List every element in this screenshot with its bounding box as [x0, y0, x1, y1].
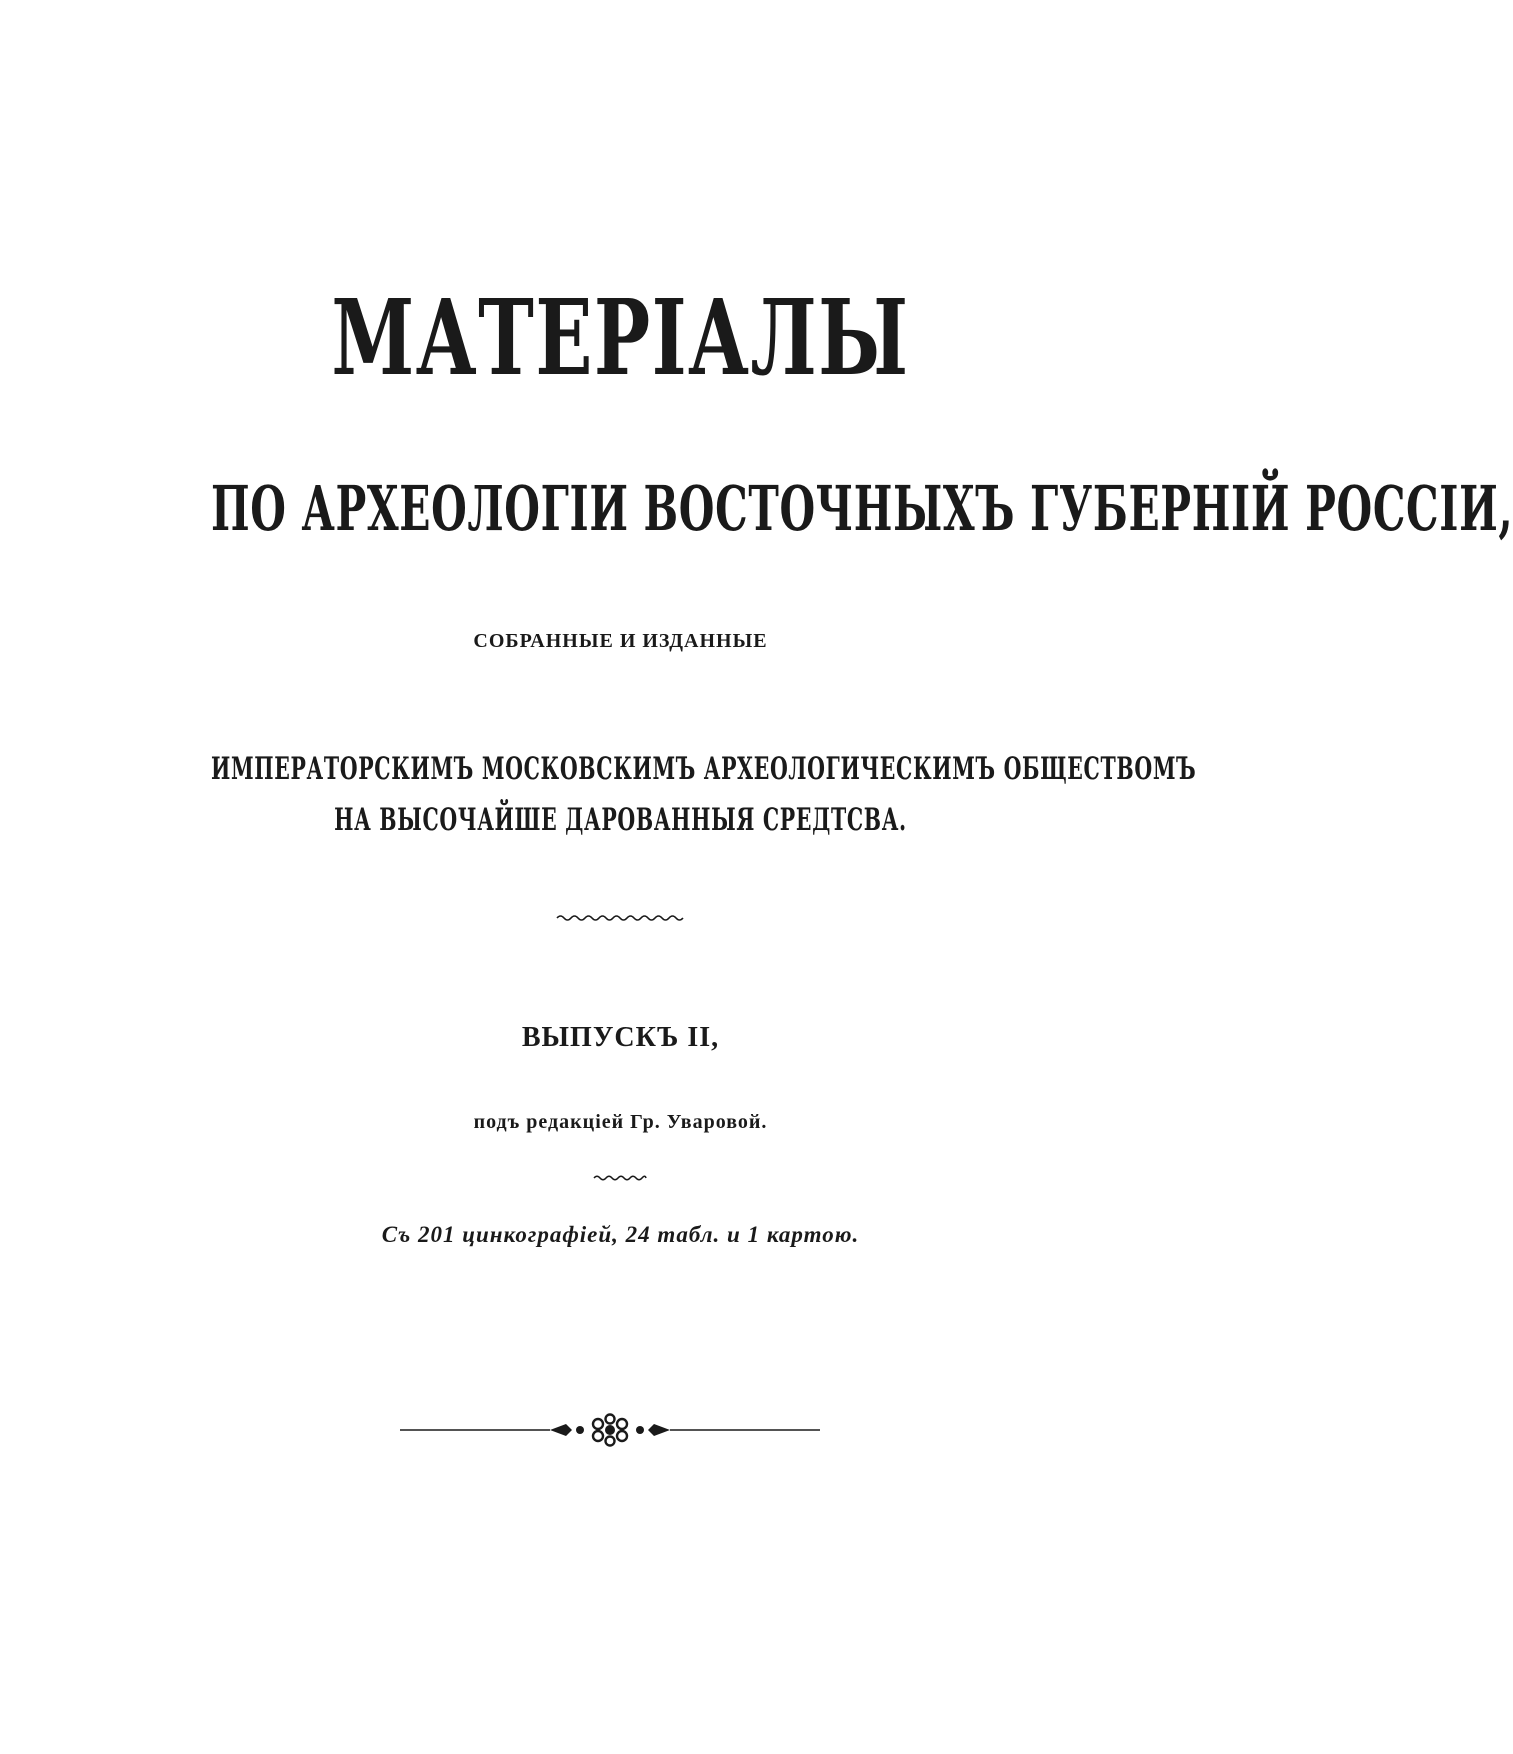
fleuron-rule-icon	[400, 1410, 820, 1450]
publisher-funds-line: НА ВЫСОЧАЙШЕ ДАРОВАННЫЯ СРЕДТСВА.	[334, 802, 907, 838]
wavy-rule-icon	[555, 912, 685, 924]
editor-line: подъ редакціей Гр. Уваровой.	[473, 1111, 768, 1133]
illustrations-note: Съ 201 цинкографіей, 24 табл. и 1 картою.	[381, 1222, 860, 1247]
collected-and-published-line: СОБРАННЫЕ И ИЗДАННЫЕ	[473, 630, 768, 652]
issue-number: ВЫПУСКЪ II,	[521, 1022, 720, 1053]
book-title: МАТЕРІАЛЫ	[331, 276, 910, 399]
small-wavy-rule-icon	[592, 1173, 648, 1183]
publisher-society-line: ИМПЕРАТОРСКИМЪ МОСКОВСКИМЪ АРХЕОЛОГИЧЕСКИМЪ ОБЩЕСТВОМЪ	[210, 751, 1197, 787]
book-subtitle: ПО АРХЕОЛОГІИ ВОСТОЧНЫХЪ ГУБЕРНІЙ РОССІИ,	[210, 472, 1513, 545]
